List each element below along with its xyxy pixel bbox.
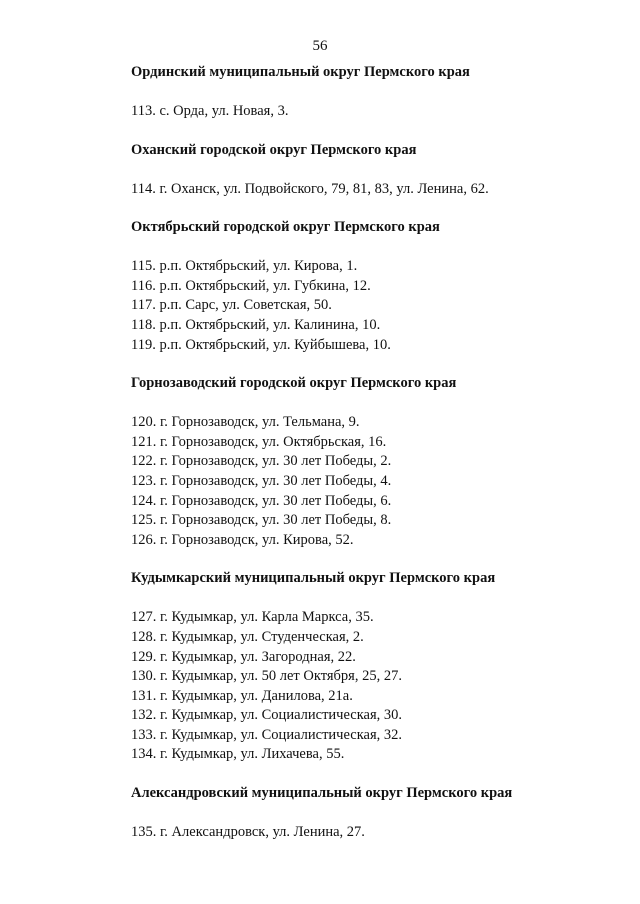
section-oktyabrsky [131,218,611,355]
address-item: 129. г. Кудымкар, ул. Загородная, 22. [131,648,356,665]
address-list [131,823,611,843]
address-item: 114. г. Оханск, ул. Подвойского, 79, 81, 83, ул. Ленина, 62. [131,180,489,197]
address-item: 121. г. Горнозаводск, ул. Октябрьская, 16. [131,433,387,450]
section-kudymkar [131,569,611,765]
address-item: 132. г. Кудымкар, ул. Социалистическая, 30. [131,707,402,724]
address-item: 130. г. Кудымкар, ул. 50 лет Октября, 25, 27. [131,668,402,685]
address-item: 115. р.п. Октябрьский, ул. Кирова, 1. [131,258,358,275]
address-list [131,102,611,122]
section-orda [131,63,611,122]
address-item: 113. с. Орда, ул. Новая, 3. [131,103,289,119]
address-item: 118. р.п. Октябрьский, ул. Калинина, 10. [131,316,381,333]
address-item: 125. г. Горнозаводск, ул. 30 лет Победы, 8. [131,512,392,529]
address-item: 123. г. Горнозаводск, ул. 30 лет Победы, 4. [131,472,392,489]
address-list [131,413,611,550]
address-list [131,257,611,355]
address-item: 133. г. Кудымкар, ул. Социалистическая, 32. [131,726,402,743]
address-item: 122. г. Горнозаводск, ул. 30 лет Победы, 2. [131,453,392,470]
address-item: 120. г. Горнозаводск, ул. Тельмана, 9. [131,414,360,431]
address-item: 131. г. Кудымкар, ул. Данилова, 21а. [131,687,353,704]
section-aleksandrovsk [131,784,611,843]
section-gornozavodsk [131,374,611,550]
address-item: 127. г. Кудымкар, ул. Карла Маркса, 35. [131,609,374,626]
address-item: 135. г. Александровск, ул. Ленина, 27. [131,824,365,841]
section-heading: Ординский муниципальный округ Пермского края [131,64,470,80]
address-item: 124. г. Горнозаводск, ул. 30 лет Победы, 6. [131,492,392,509]
address-item: 119. р.п. Октябрьский, ул. Куйбышева, 10. [131,336,391,353]
address-item: 134. г. Кудымкар, ул. Лихачева, 55. [131,746,345,763]
section-heading: Октябрьский городской округ Пермского края [131,219,440,236]
section-heading: Александровский муниципальный округ Пермского края [131,785,513,802]
section-heading: Кудымкарский муниципальный округ Пермского края [131,570,496,587]
section-okhansk [131,141,611,200]
address-item: 126. г. Горнозаводск, ул. Кирова, 52. [131,531,354,548]
document-body [131,63,611,843]
section-heading: Горнозаводский городской округ Пермского края [131,375,457,392]
address-list [131,608,611,765]
address-list [131,180,611,200]
address-item: 128. г. Кудымкар, ул. Студенческая, 2. [131,628,364,645]
address-item: 116. р.п. Октябрьский, ул. Губкина, 12. [131,277,371,294]
address-item: 117. р.п. Сарс, ул. Советская, 50. [131,297,332,314]
page-number: 56 [312,38,328,54]
section-heading: Оханский городской округ Пермского края [131,141,417,158]
